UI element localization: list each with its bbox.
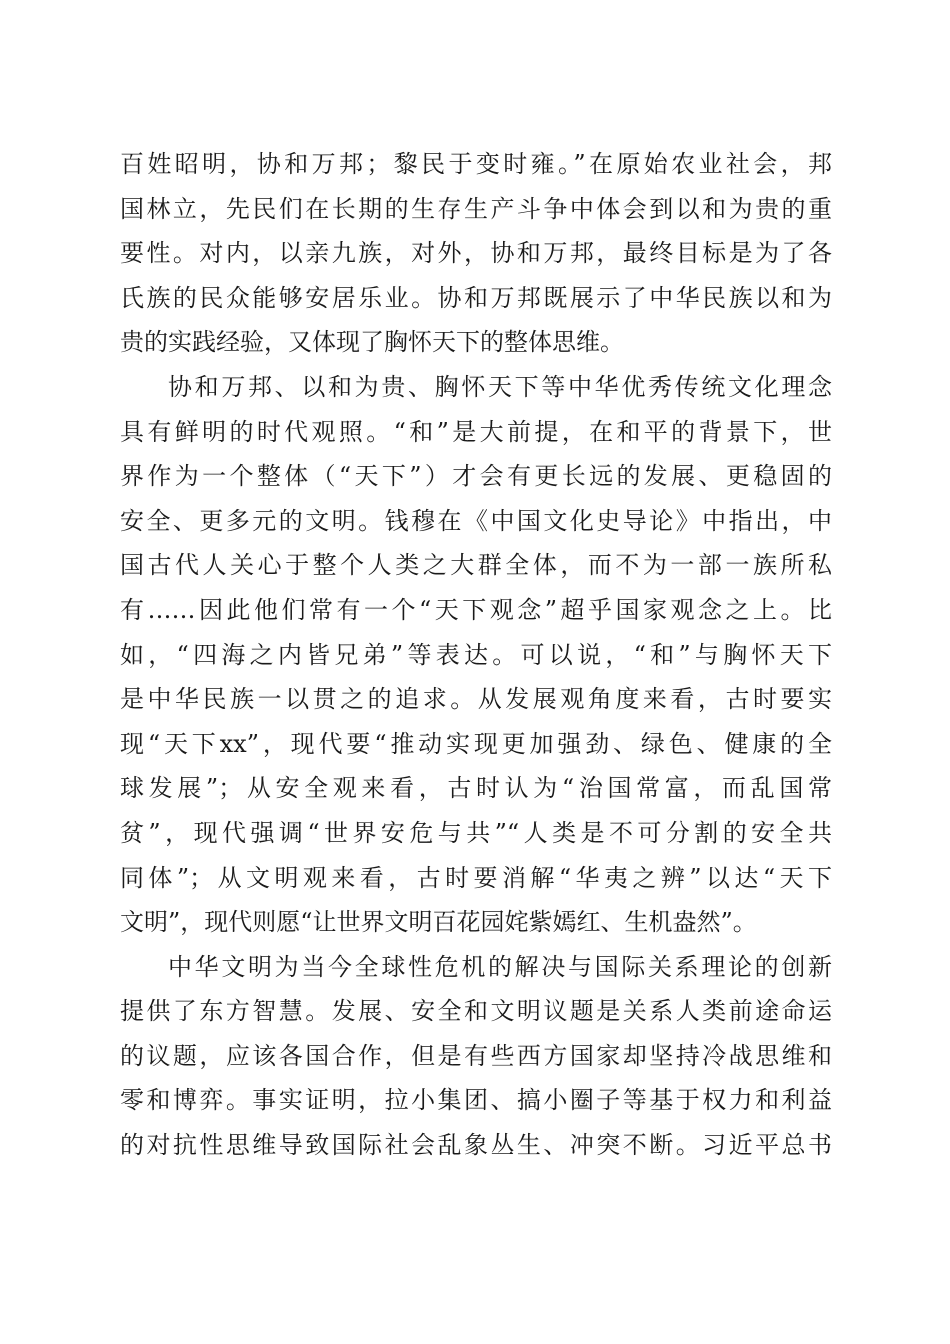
paragraph-3 xyxy=(120,945,832,1168)
text-line: 的议题，应该各国合作，但是有些西方国家却坚持冷战思维和 xyxy=(120,1041,832,1070)
text-line: 的对抗性思维导致国际社会乱象丛生、冲突不断。习近平总书 xyxy=(120,1131,832,1160)
text-line: 同体”；从文明观来看，古时要消解“华夷之辨”以达“天下 xyxy=(120,863,832,892)
text-line: 有……因此他们常有一个“天下观念”超乎国家观念之上。比 xyxy=(120,595,832,624)
text-line: 中华文明为当今全球性危机的解决与国际关系理论的创新 xyxy=(168,952,832,981)
text-line: 百姓昭明，协和万邦；黎民于变时雍。”在原始农业社会，邦 xyxy=(120,150,832,178)
paragraph-2 xyxy=(120,365,832,945)
text-line: 界作为一个整体（“天下”）才会有更长远的发展、更稳固的 xyxy=(120,462,832,491)
paragraph-1 xyxy=(120,142,832,365)
text-line: 文明”，现代则愿“让世界文明百花园姹紫嫣红、生机盎然”。 xyxy=(120,908,757,937)
text-line: 球发展”；从安全观来看，古时认为“治国常富，而乱国常 xyxy=(120,774,832,803)
text-line: 是中华民族一以贯之的追求。从发展观角度来看，古时要实 xyxy=(120,685,832,714)
text-line: 提供了东方智慧。发展、安全和文明议题是关系人类前途命运 xyxy=(120,997,832,1026)
text-line: 如，“四海之内皆兄弟”等表达。可以说，“和”与胸怀天下 xyxy=(120,640,832,669)
text-line: 要性。对内，以亲九族，对外，协和万邦，最终目标是为了各 xyxy=(120,239,832,268)
text-line: 协和万邦、以和为贵、胸怀天下等中华优秀传统文化理念 xyxy=(168,372,832,401)
text-line: 贫”，现代强调“世界安危与共”“人类是不可分割的安全共 xyxy=(120,818,832,847)
text-line: 零和博弈。事实证明，拉小集团、搞小圈子等基于权力和利益 xyxy=(120,1086,832,1115)
document-body xyxy=(120,142,832,1168)
text-line: 安全、更多元的文明。钱穆在《中国文化史导论》中指出，中 xyxy=(120,506,832,535)
text-line: 具有鲜明的时代观照。“和”是大前提，在和平的背景下，世 xyxy=(120,417,832,446)
text-line: 氏族的民众能够安居乐业。协和万邦既展示了中华民族以和为 xyxy=(120,283,832,312)
text-line: 贵的实践经验，又体现了胸怀天下的整体思维。 xyxy=(120,328,624,357)
text-line: 国林立，先民们在长期的生存生产斗争中体会到以和为贵的重 xyxy=(120,194,832,223)
text-line: 国古代人关心于整个人类之大群全体，而不为一部一族所私 xyxy=(120,551,832,580)
text-line: 现“天下xx”，现代要“推动实现更加强劲、绿色、健康的全 xyxy=(120,729,832,758)
